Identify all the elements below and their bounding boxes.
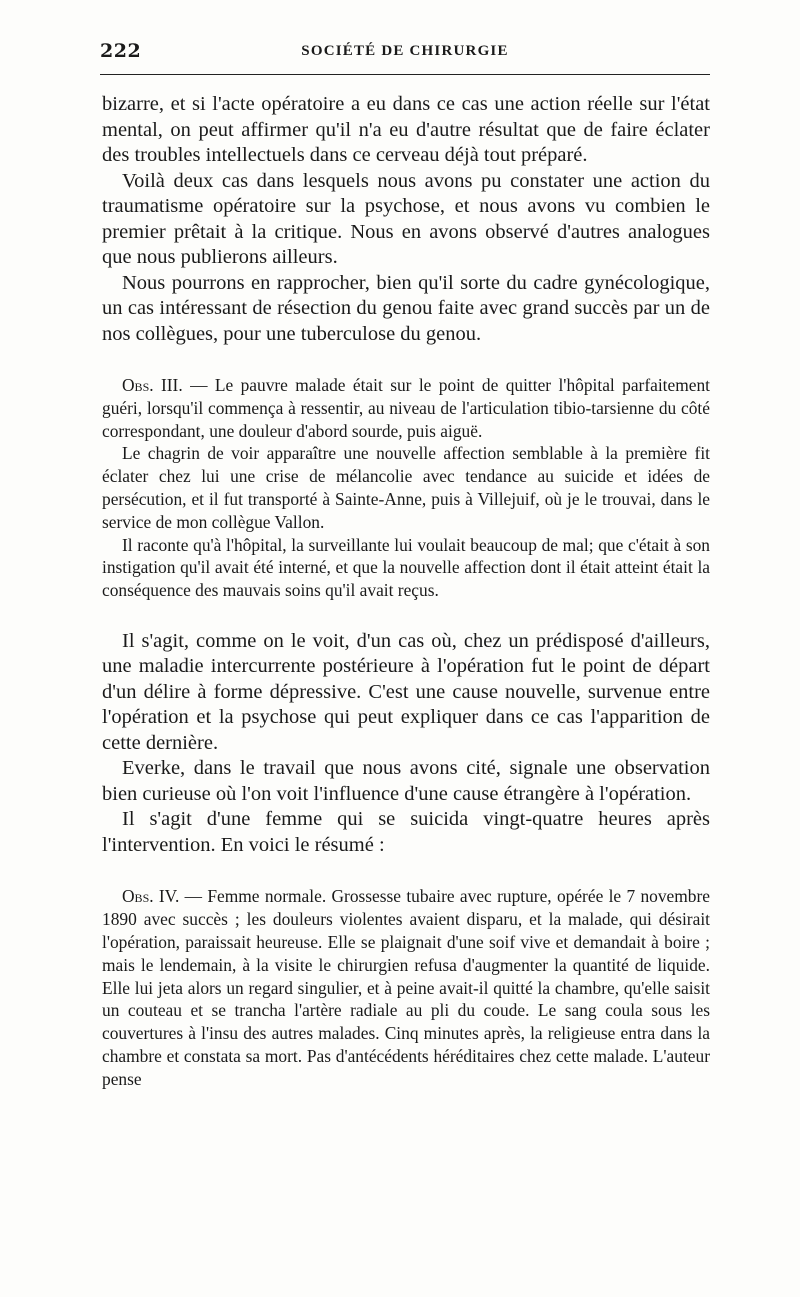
page-content <box>102 92 710 1091</box>
page-header <box>100 38 710 70</box>
paragraph: Voilà deux cas dans lesquels nous avons pu constater une action du traumatisme opératoire sur la psychose, et nous avons vu combien le premier prêtait à la critique. Nous en avons observé d'autres analogues que nous publierons ailleurs. <box>102 169 710 268</box>
observation-paragraph: Il raconte qu'à l'hôpital, la surveillante lui voulait beaucoup de mal; que c'était à son instigation qu'il avait été interné, et que la nouvelle affection dont il était atteint était la conséquence des mauvais soins qu'il avait reçus. <box>102 534 710 601</box>
observation-text: — Le pauvre malade était sur le point de quitter l'hôpital parfaitement guéri, lorsqu'il commença à ressentir, au niveau de l'articulation tibio-tarsienne du côté correspondant, une douleur d'abord sourde, puis aiguë. <box>102 375 710 441</box>
observation-label: Obs. III. <box>122 375 183 395</box>
paragraph: Nous pourrons en rapprocher, bien qu'il sorte du cadre gynécologique, un cas intéressant de résection du genou faite avec grand succès par un de nos collègues, pour une tuberculose du genou. <box>102 271 710 345</box>
observation-paragraph <box>102 885 710 1090</box>
observation-3 <box>102 374 710 602</box>
paragraph: Everke, dans le travail que nous avons cité, signale une observation bien curieuse où l'on voit l'influence d'une cause étrangère à l'opération. <box>102 757 710 805</box>
observation-label: Obs. IV. <box>122 886 180 907</box>
paragraph: Il s'agit, comme on le voit, d'un cas où, chez un prédisposé d'ailleurs, une maladie intercurrente postérieure à l'opération fut le point de départ d'un délire à forme dépressive. C'est une cause nouvelle, survenue entre l'opération et la psychose qui peut expliquer dans ce cas l'apparition de cette dernière. <box>102 629 710 754</box>
running-title: SOCIÉTÉ DE CHIRURGIE <box>301 43 509 59</box>
paragraph-continuation: bizarre, et si l'acte opératoire a eu dans ce cas une action réelle sur l'état mental, on peut affirmer qu'il n'a eu d'autre résultat que de faire éclater des troubles intellectuels dans ce cerveau déjà tout préparé. <box>102 93 710 166</box>
observation-paragraph <box>102 374 710 442</box>
paragraph: Il s'agit d'une femme qui se suicida vingt-quatre heures après l'intervention. En voici le résumé : <box>102 808 710 856</box>
spacer <box>102 602 710 629</box>
page-number: 222 <box>100 40 142 62</box>
observation-paragraph: Le chagrin de voir apparaître une nouvelle affection semblable à la première fit éclater chez lui une crise de mélancolie avec tendance au suicide et idées de persécution, et il fut transporté à Sainte-Anne, puis à Villejuif, où je le trouvai, dans le service de mon collègue Vallon. <box>102 443 710 532</box>
header-rule <box>100 74 710 75</box>
observation-4 <box>102 885 710 1090</box>
observation-text: — Femme normale. Grossesse tubaire avec rupture, opérée le 7 novembre 1890 avec succès ; les douleurs violentes avaient disparu, et la malade, qui désirait l'opération, paraissait heureuse. Elle se plaignait d'une soif vive et demandait à boire ; mais le lendemain, à la visite le chirurgien refusa d'augmenter la quantité de liquide. Elle lui jeta alors un regard singulier, et à peine avait-il quitté la chambre, qu'elle saisit un couteau et se trancha l'artère radiale au pli du coude. Le sang coula sous les couvertures à l'insu des autres malades. Cinq minutes après, la religieuse entra dans la chambre et constata sa mort. Pas d'antécédents héréditaires chez cette malade. L'auteur pense <box>102 886 710 1089</box>
